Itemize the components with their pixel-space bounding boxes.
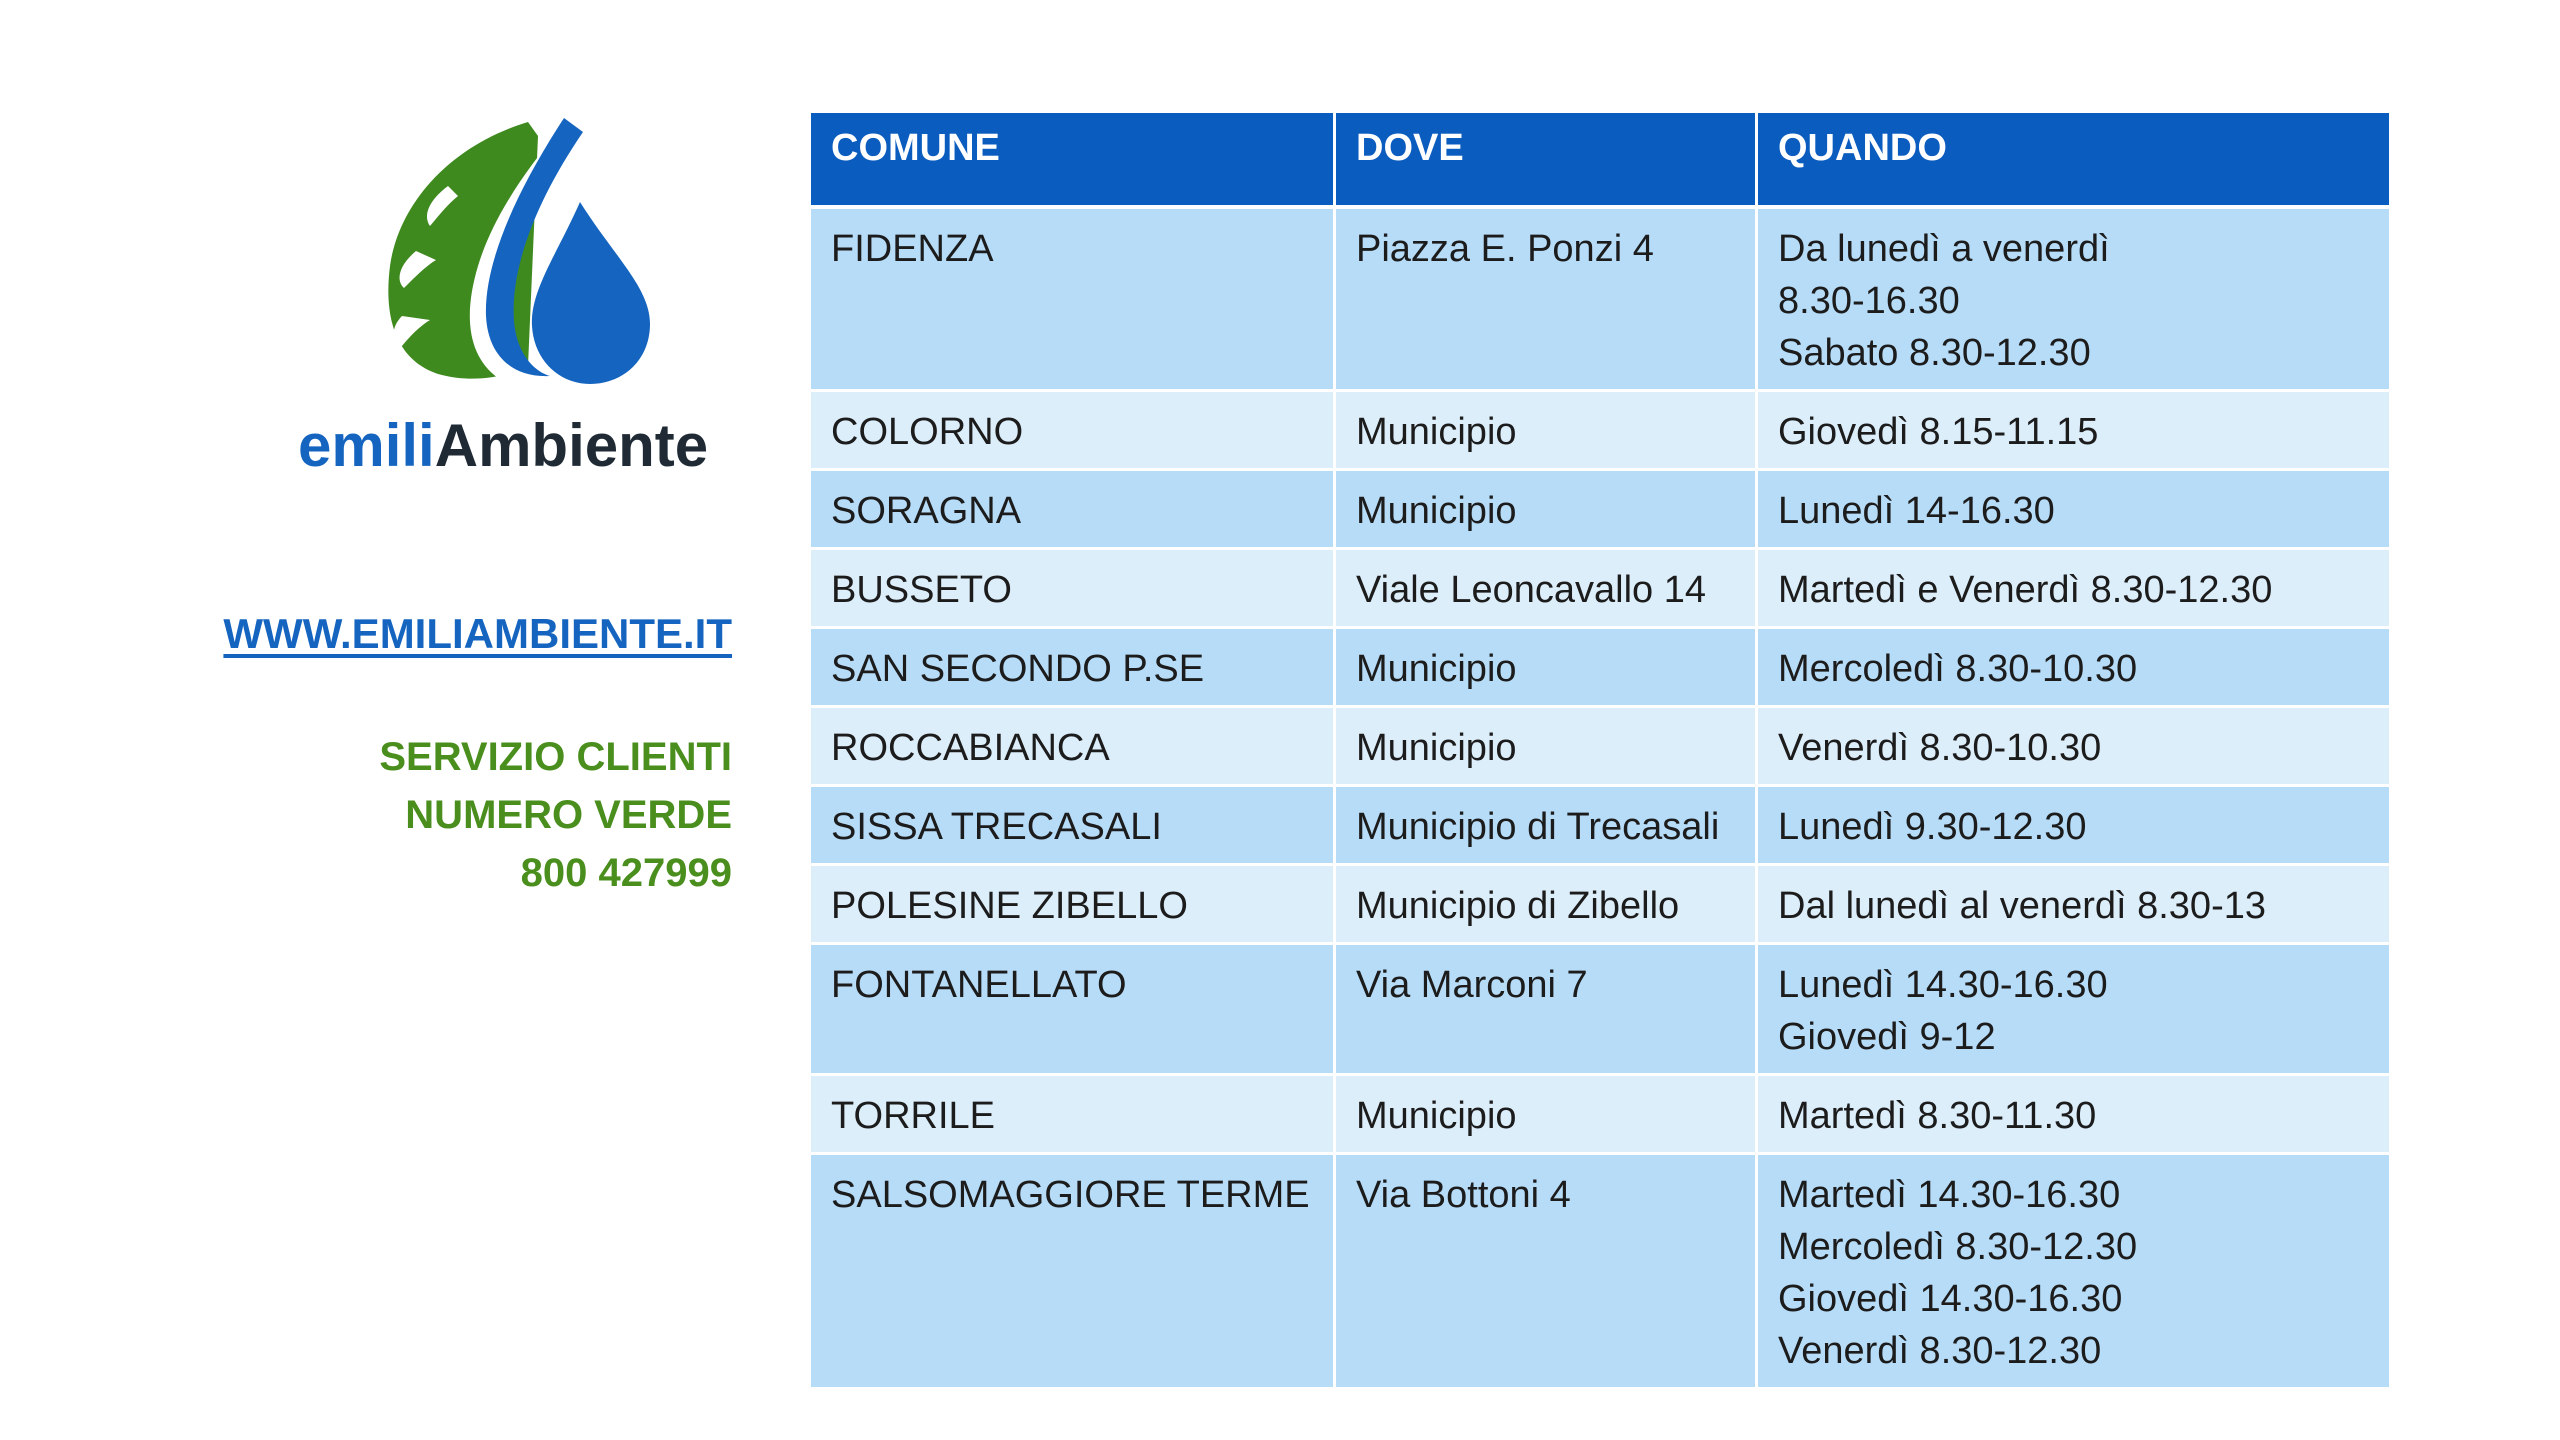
water-drop-icon xyxy=(532,202,650,384)
toll-free-label: NUMERO VERDE xyxy=(405,793,732,837)
emiliambiente-logo xyxy=(298,116,758,496)
cell-quando xyxy=(1755,1155,2389,1390)
header-dove: DOVE xyxy=(1333,113,1755,209)
cell-comune: SISSA TRECASALI xyxy=(811,787,1333,866)
cell-dove: Municipio xyxy=(1333,1076,1755,1155)
cell-quando xyxy=(1755,392,2389,471)
cell-dove: Municipio xyxy=(1333,392,1755,471)
cell-dove: Piazza E. Ponzi 4 xyxy=(1333,209,1755,392)
cell-dove: Municipio xyxy=(1333,629,1755,708)
quando-line: Lunedì 9.30-12.30 xyxy=(1778,806,2087,848)
table-body xyxy=(811,209,2389,1390)
table-row xyxy=(811,209,2389,392)
cell-quando xyxy=(1755,787,2389,866)
cell-quando xyxy=(1755,866,2389,945)
logo-wordmark: emiliAmbiente xyxy=(298,412,709,479)
cell-dove: Municipio di Zibello xyxy=(1333,866,1755,945)
cell-comune: FIDENZA xyxy=(811,209,1333,392)
cell-comune: SALSOMAGGIORE TERME xyxy=(811,1155,1333,1390)
quando-line: Mercoledì 8.30-10.30 xyxy=(1778,648,2138,690)
cell-comune: COLORNO xyxy=(811,392,1333,471)
service-title: SERVIZIO CLIENTI xyxy=(379,735,732,779)
cell-dove: Municipio xyxy=(1333,471,1755,550)
quando-line: Lunedì 14-16.30 xyxy=(1778,490,2055,532)
quando-line: Giovedì 8.15-11.15 xyxy=(1778,411,2099,453)
customer-service-info xyxy=(379,728,732,902)
cell-comune: TORRILE xyxy=(811,1076,1333,1155)
quando-line: Martedì 14.30-16.30 xyxy=(1778,1174,2121,1216)
cell-dove: Via Bottoni 4 xyxy=(1333,1155,1755,1390)
table-header-row xyxy=(811,113,2389,209)
quando-line: Da lunedì a venerdì xyxy=(1778,228,2110,270)
quando-line: Martedì 8.30-11.30 xyxy=(1778,1095,2097,1137)
cell-quando xyxy=(1755,945,2389,1076)
table-row xyxy=(811,945,2389,1076)
table-row xyxy=(811,866,2389,945)
table-row xyxy=(811,1155,2389,1390)
table-row xyxy=(811,1076,2389,1155)
cell-dove: Via Marconi 7 xyxy=(1333,945,1755,1076)
header-comune: COMUNE xyxy=(811,113,1333,209)
cell-comune: SAN SECONDO P.SE xyxy=(811,629,1333,708)
schedule-table xyxy=(811,113,2389,1390)
cell-comune: POLESINE ZIBELLO xyxy=(811,866,1333,945)
quando-line: Dal lunedì al venerdì 8.30-13 xyxy=(1778,885,2266,927)
cell-dove: Municipio di Trecasali xyxy=(1333,787,1755,866)
quando-line: Giovedì 9-12 xyxy=(1778,1016,1996,1058)
table-row xyxy=(811,392,2389,471)
cell-comune: ROCCABIANCA xyxy=(811,708,1333,787)
cell-comune: FONTANELLATO xyxy=(811,945,1333,1076)
quando-line: Sabato 8.30-12.30 xyxy=(1778,332,2091,374)
cell-quando xyxy=(1755,1076,2389,1155)
cell-quando xyxy=(1755,471,2389,550)
quando-line: Mercoledì 8.30-12.30 xyxy=(1778,1226,2138,1268)
table-row xyxy=(811,629,2389,708)
quando-line: Lunedì 14.30-16.30 xyxy=(1778,964,2108,1006)
table-row xyxy=(811,471,2389,550)
quando-line: Giovedì 14.30-16.30 xyxy=(1778,1278,2123,1320)
website-link[interactable]: WWW.EMILIAMBIENTE.IT xyxy=(223,610,732,657)
header-quando: QUANDO xyxy=(1755,113,2389,209)
table-row xyxy=(811,708,2389,787)
table-row xyxy=(811,550,2389,629)
cell-comune: BUSSETO xyxy=(811,550,1333,629)
cell-quando xyxy=(1755,708,2389,787)
quando-line: Venerdì 8.30-10.30 xyxy=(1778,727,2102,769)
cell-quando xyxy=(1755,209,2389,392)
cell-quando xyxy=(1755,629,2389,708)
table-row xyxy=(811,787,2389,866)
phone-number: 800 427999 xyxy=(520,851,732,895)
cell-dove: Viale Leoncavallo 14 xyxy=(1333,550,1755,629)
quando-line: Martedì e Venerdì 8.30-12.30 xyxy=(1778,569,2273,611)
leaf-drop-icon xyxy=(298,116,758,416)
cell-quando xyxy=(1755,550,2389,629)
cell-comune: SORAGNA xyxy=(811,471,1333,550)
quando-line: Venerdì 8.30-12.30 xyxy=(1778,1330,2102,1372)
quando-line: 8.30-16.30 xyxy=(1778,280,1960,322)
cell-dove: Municipio xyxy=(1333,708,1755,787)
